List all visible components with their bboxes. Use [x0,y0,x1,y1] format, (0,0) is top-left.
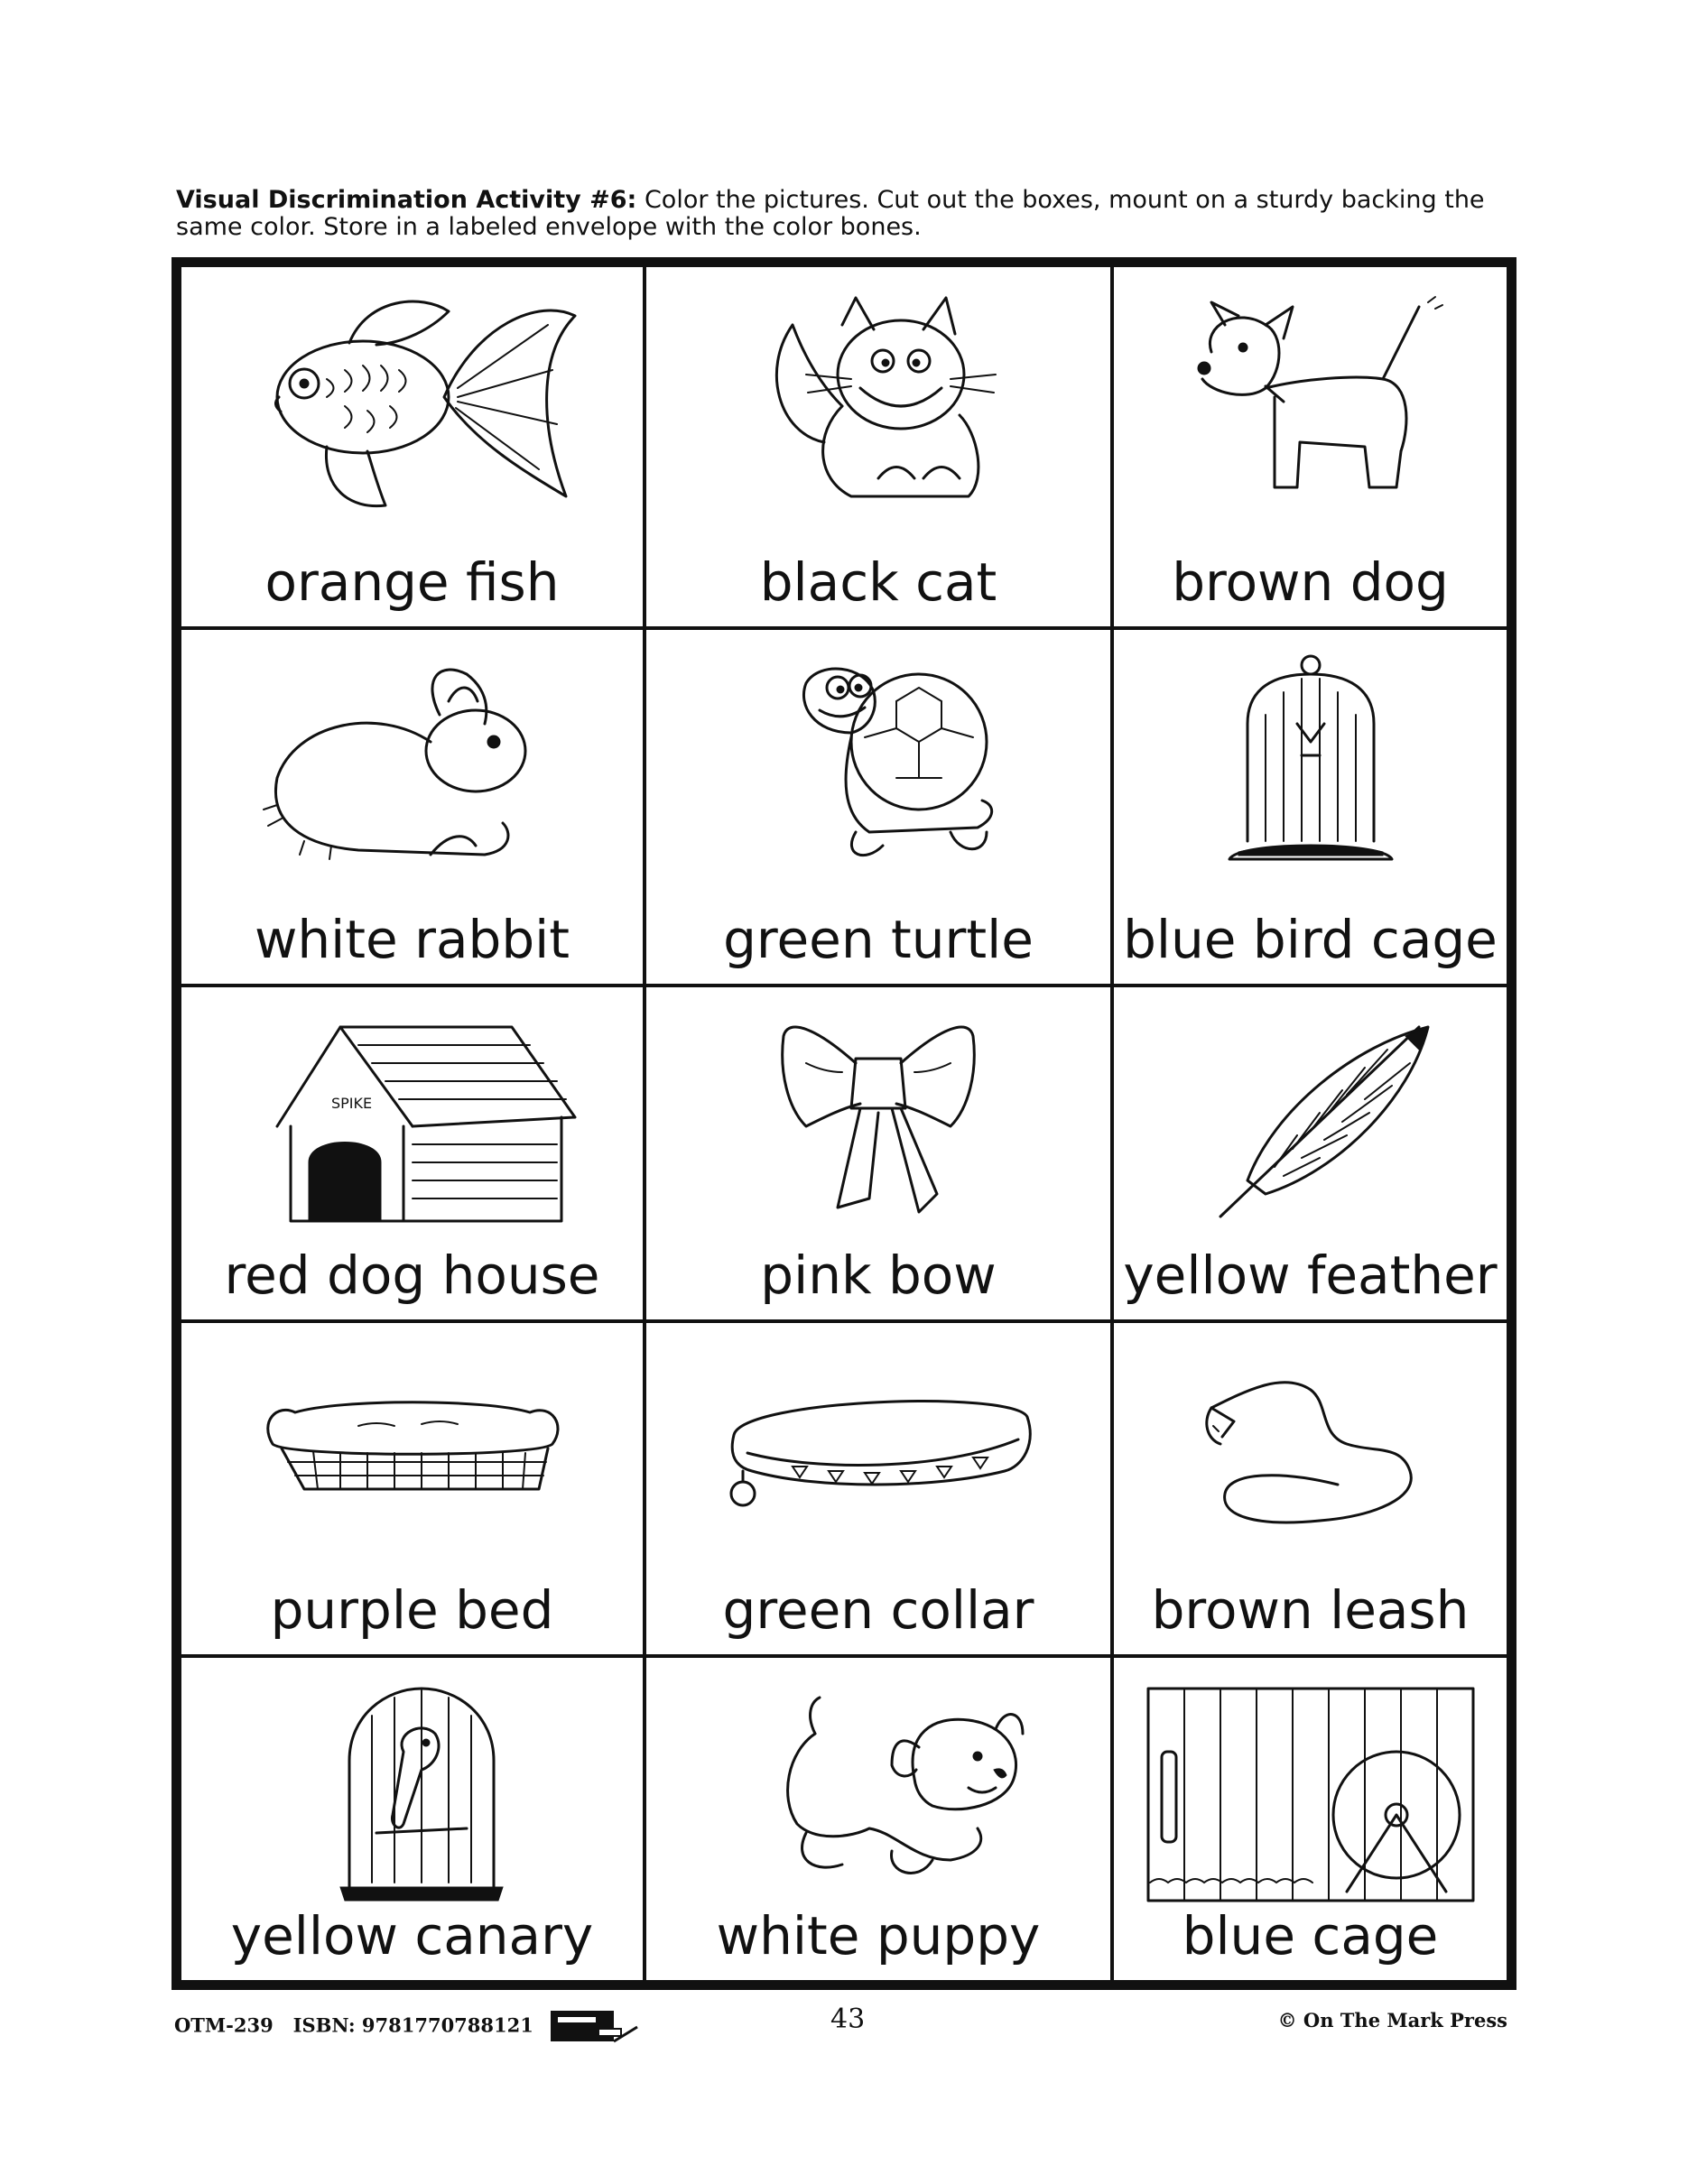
card-green-collar [646,1323,1114,1658]
canary-icon [241,1680,584,1905]
fish-icon [241,289,584,514]
rabbit-icon [241,652,584,877]
doghouse-icon [241,1009,584,1235]
card-blue-cage [1114,1658,1507,1980]
bow-icon [707,1009,1050,1235]
isbn: ISBN: 9781770788121 [292,2013,533,2037]
publisher-logo-icon [549,2009,639,2045]
cat-icon [707,289,1050,514]
publisher: © On The Mark Press [1277,2009,1507,2031]
card-label: black cat [759,551,997,613]
card-label: yellow canary [230,1905,594,1967]
leash-icon [1139,1336,1482,1561]
card-label: green collar [722,1579,1034,1641]
activity-heading: Visual Discrimination Activity #6: [176,186,637,214]
card-label: yellow feather [1123,1245,1498,1306]
product-code: OTM-239 [174,2013,274,2037]
card-label: brown leash [1151,1579,1470,1641]
card-white-rabbit [181,630,646,987]
puppy-icon [707,1680,1050,1905]
footer-left [174,2009,639,2045]
birdcage-icon [1139,652,1482,877]
card-label: orange fish [264,551,560,613]
card-label: blue bird cage [1123,909,1498,970]
card-pink-bow [646,987,1114,1323]
card-label: green turtle [723,909,1034,970]
instructions-text: Color the pictures. Cut out the boxes, mount on a sturdy backing the same color. Store in a labeled envelope with the color bones. [176,186,1485,241]
card-red-dog-house [181,987,646,1323]
card-yellow-canary [181,1658,646,1980]
card-black-cat [646,267,1114,630]
card-label: white puppy [716,1905,1041,1967]
card-blue-bird-cage [1114,630,1507,987]
card-white-puppy [646,1658,1114,1980]
card-grid [172,257,1516,1990]
card-label: brown dog [1172,551,1449,613]
doghouse-sign: SPIKE [330,1095,372,1112]
card-brown-leash [1114,1323,1507,1658]
instructions [176,187,1512,241]
card-label: red dog house [224,1245,600,1306]
card-label: blue cage [1182,1905,1439,1967]
turtle-icon [707,652,1050,877]
dog-icon [1139,289,1482,514]
card-green-turtle [646,630,1114,987]
card-orange-fish [181,267,646,630]
card-yellow-feather [1114,987,1507,1323]
card-label: white rabbit [254,909,570,970]
feather-icon [1139,1009,1482,1235]
card-brown-dog [1114,267,1507,630]
card-purple-bed [181,1323,646,1658]
page-footer [0,2004,1688,2049]
pet-bed-icon [241,1336,584,1561]
hamster-cage-icon [1139,1680,1482,1905]
collar-icon [707,1336,1050,1561]
card-label: purple bed [270,1579,554,1641]
card-label: pink bow [760,1245,997,1306]
page-number: 43 [830,2004,866,2035]
